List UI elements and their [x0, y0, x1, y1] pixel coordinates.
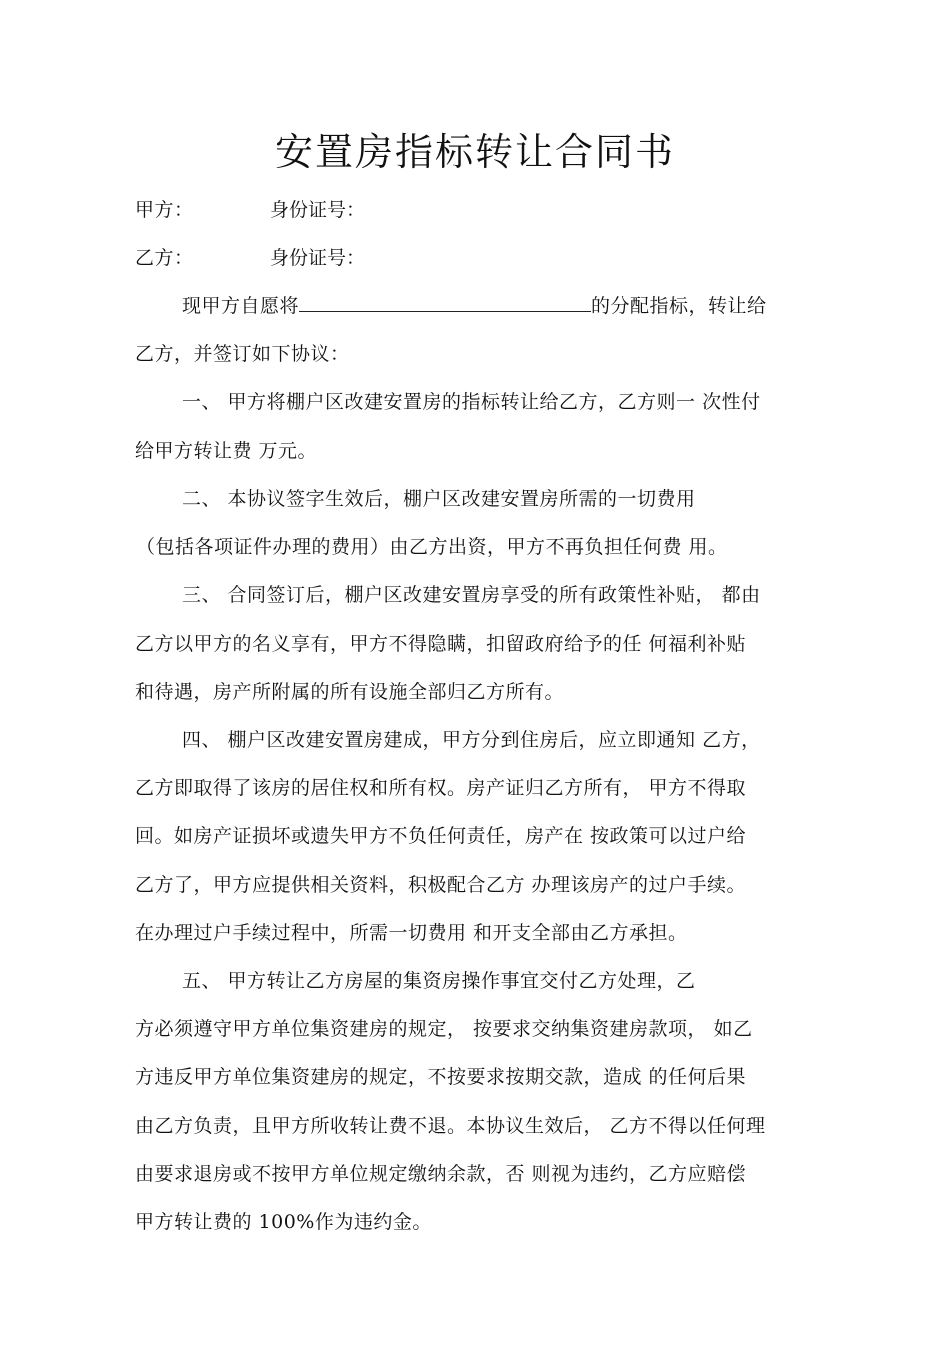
- party-a-label: 甲方：: [135, 199, 194, 221]
- index-blank-field[interactable]: [299, 291, 591, 312]
- clause-5-line-4: 由乙方负责，且甲方所收转让费不退。本协议生效后， 乙方不得以任何理: [135, 1115, 766, 1137]
- clause-1-line-2: 给甲方转让费 万元。: [135, 440, 318, 462]
- clause-3-line-3: 和待遇，房产所附属的所有设施全部归乙方所有。: [135, 681, 565, 703]
- clause-5-line-5: 由要求退房或不按甲方单位规定缴纳余款，否 则视为违约，乙方应赔偿: [135, 1163, 747, 1185]
- clause-5-line-6: 甲方转让费的 100%作为违约金。: [135, 1211, 432, 1233]
- document-title: 安置房指标转让合同书: [274, 130, 675, 174]
- clause-3-line-1: 三、 合同签订后，棚户区改建安置房享受的所有政策性补贴， 都由: [182, 584, 761, 606]
- clause-4-line-3: 回。如房产证损坏或遗失甲方不负任何责任，房产在 按政策可以过户给: [135, 825, 747, 847]
- clause-5-line-3: 方违反甲方单位集资建房的规定，不按要求按期交款，造成 的任何后果: [135, 1066, 747, 1088]
- clause-3-line-2: 乙方以甲方的名义享有，甲方不得隐瞒，扣留政府给予的任 何福利补贴: [135, 633, 747, 655]
- party-b-id-label: 身份证号：: [270, 247, 366, 269]
- clause-1-line-1: 一、 甲方将棚户区改建安置房的指标转让给乙方，乙方则一 次性付: [182, 391, 761, 413]
- intro-suffix: 的分配指标，转让给: [591, 295, 767, 317]
- clause-4-line-5: 在办理过户手续过程中，所需一切费用 和开支全部由乙方承担。: [135, 922, 688, 944]
- clause-2-line-2: （包括各项证件办理的费用）由乙方出资，甲方不再负担任何费 用。: [136, 536, 728, 558]
- clause-4-line-2: 乙方即取得了该房的居住权和所有权。房产证归乙方所有， 甲方不得取: [135, 777, 747, 799]
- clause-5-line-2: 方必须遵守甲方单位集资建房的规定， 按要求交纳集资建房款项， 如乙: [135, 1018, 753, 1040]
- party-a-id-label: 身份证号：: [270, 199, 366, 221]
- clause-4-line-1: 四、 棚户区改建安置房建成，甲方分到住房后，应立即通知 乙方，: [182, 729, 761, 751]
- intro-line-2: 乙方，并签订如下协议：: [135, 343, 350, 365]
- intro-line-1: [182, 291, 872, 321]
- intro-prefix: 现甲方自愿将: [182, 295, 300, 317]
- clause-4-line-4: 乙方了，甲方应提供相关资料，积极配合乙方 办理该房产的过户手续。: [135, 874, 747, 896]
- party-b-label: 乙方：: [135, 247, 194, 269]
- clause-2-line-1: 二、 本协议签字生效后，棚户区改建安置房所需的一切费用: [182, 488, 696, 510]
- clause-5-line-1: 五、 甲方转让乙方房屋的集资房操作事宜交付乙方处理，乙: [182, 970, 696, 992]
